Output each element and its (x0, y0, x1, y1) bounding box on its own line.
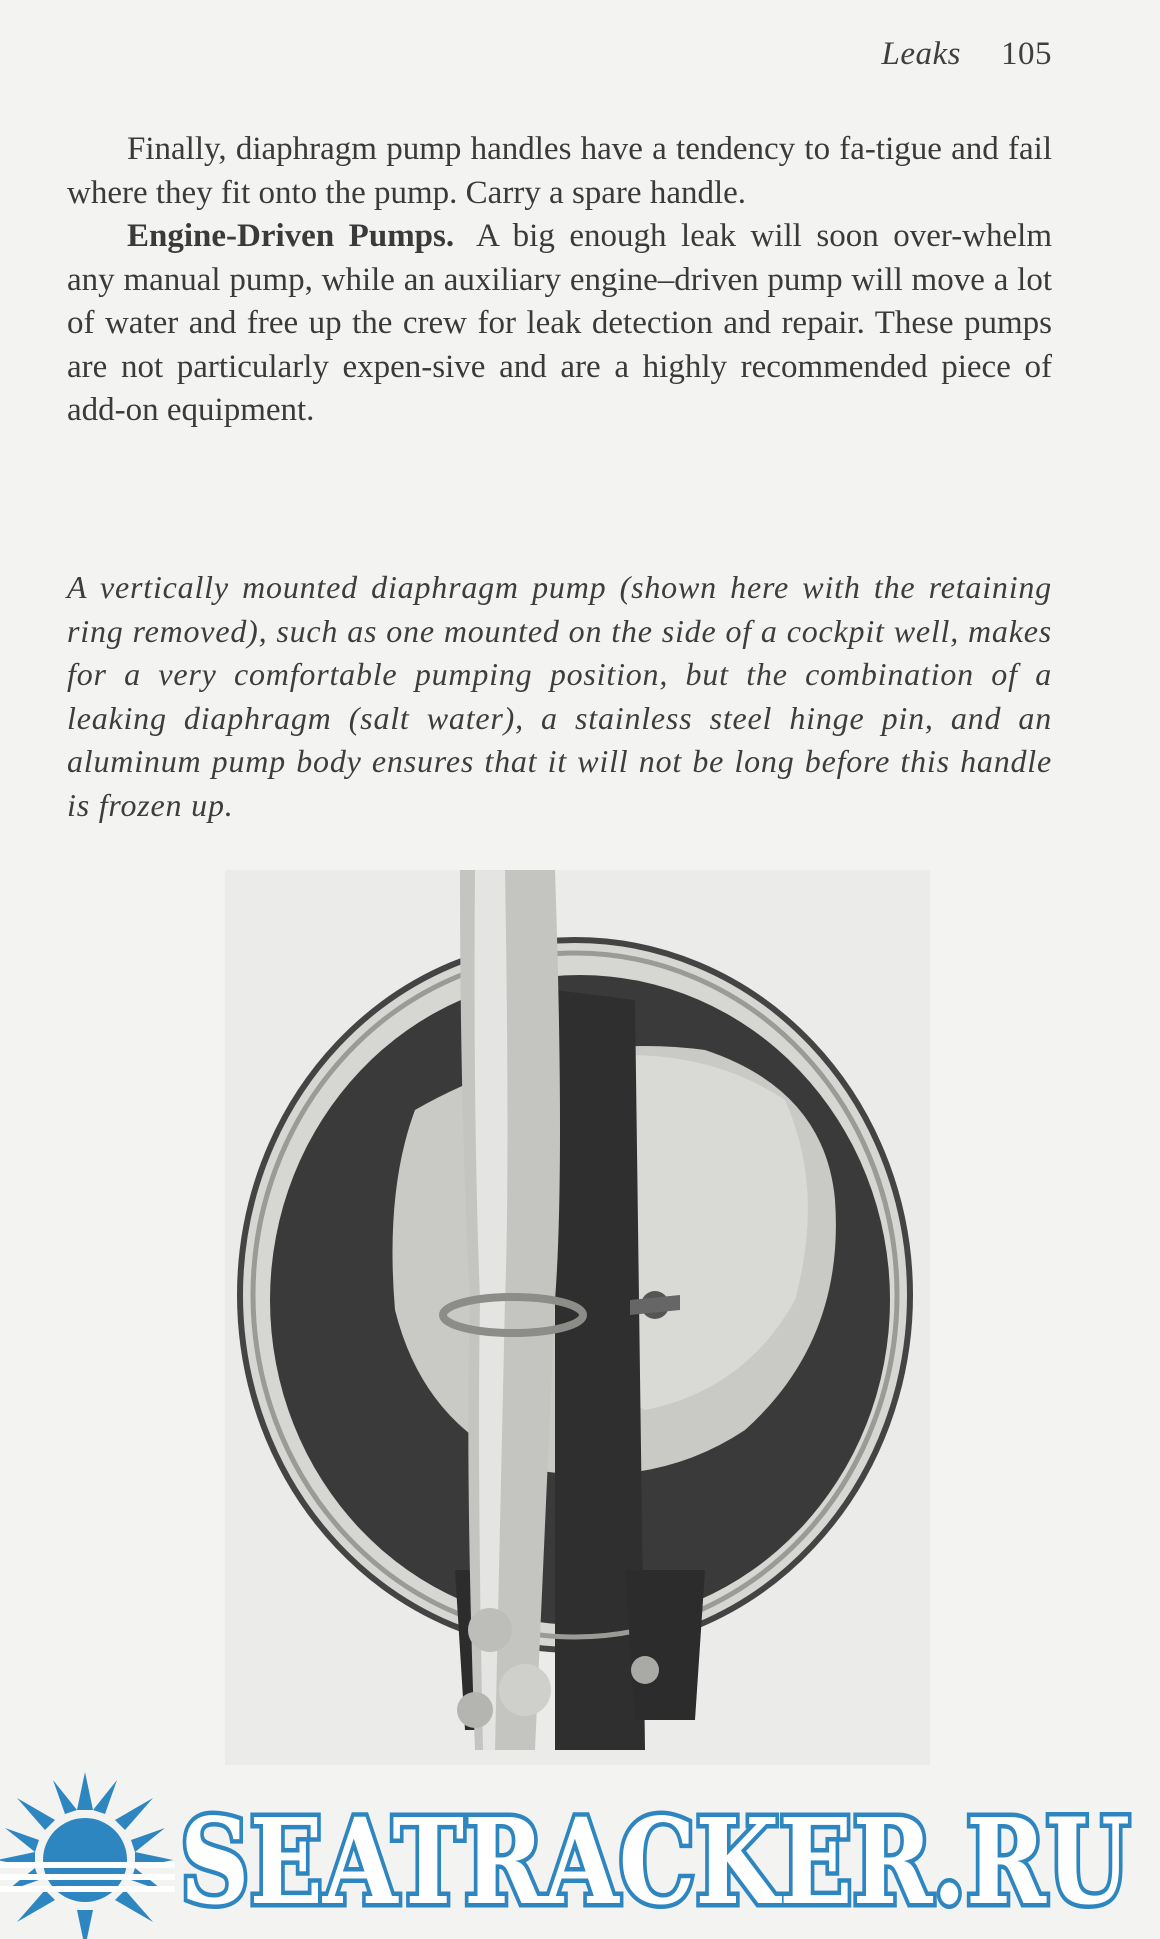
running-head (882, 36, 1053, 73)
body-text (67, 128, 1052, 433)
running-head-title: Leaks (881, 36, 961, 72)
paragraph-engine-driven-pumps (67, 215, 1052, 433)
watermark-logo (0, 1768, 1160, 1939)
paragraph-text: Finally, diaphragm pump handles have a tendency to fa-tigue and fail where they fit onto the pump. Carry a spare handle. (67, 131, 1052, 211)
page-number: 105 (1001, 36, 1052, 72)
sun-icon (0, 1772, 175, 1939)
watermark-text: SEATRACKER.RU (180, 1792, 1130, 1931)
figure-caption: A vertically mounted diaphragm pump (shown here with the retaining ring removed), such as one mounted on the side of a cockpit well, makes for a very comfortable pumping position, but the combination of a leaking diaphragm (salt water), a stainless steel hinge pin, and an aluminum pump body ensures that it will not be long before this handle is frozen up. (67, 569, 1052, 823)
paragraph-text: A big enough leak will soon over-whelm any manual pump, while an auxiliary engine–driven pump will move a lot of water and free up the crew for leak detection and repair. These pumps are not particularly expen-sive and are a highly recommended piece of add-on equipment. (67, 218, 1052, 428)
run-in-heading: Engine-Driven Pumps. (127, 218, 455, 254)
paragraph-handles (67, 128, 1052, 215)
pump-photo (225, 870, 930, 1765)
